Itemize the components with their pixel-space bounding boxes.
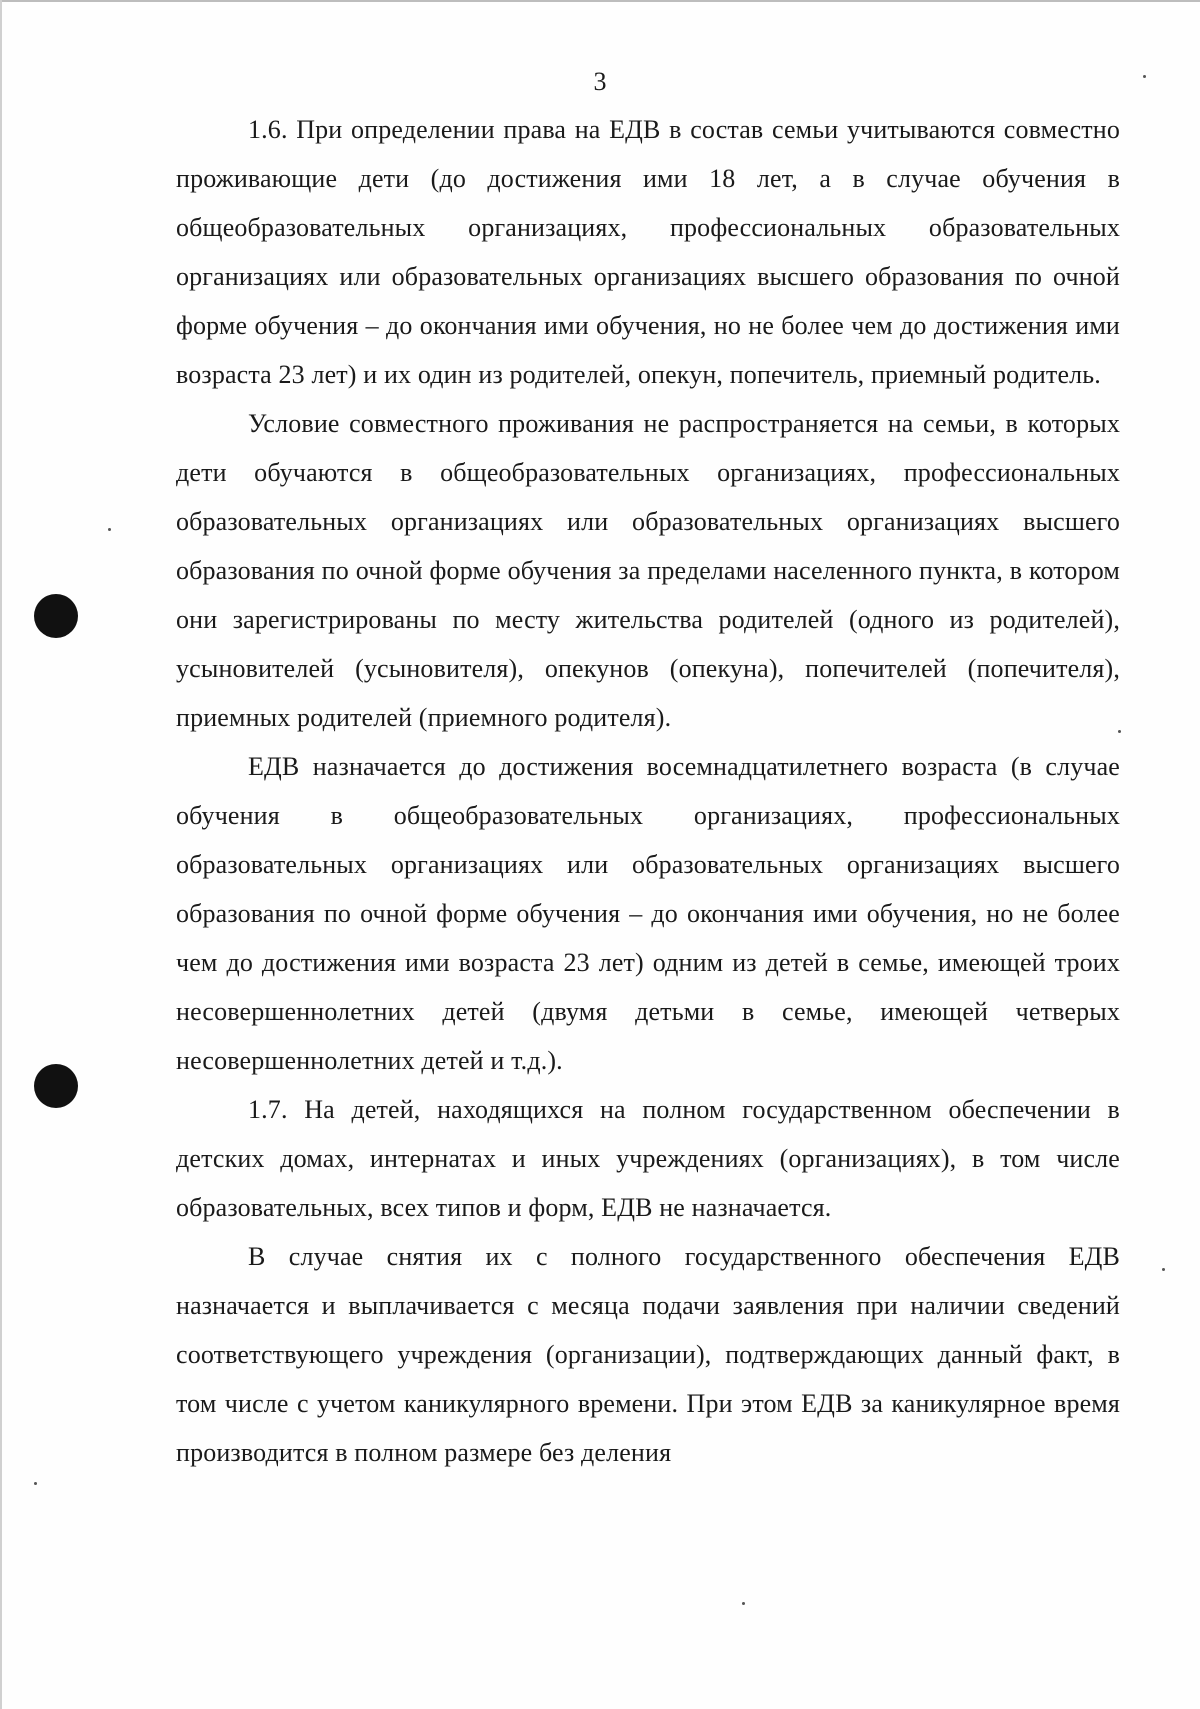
paragraph-1-7: 1.7. На детей, находящихся на полном государственном обеспечении в детских домах, интернатах и иных учреждениях (организациях), в том числе образовательных, всех типов и форм, ЕДВ не назначается. <box>176 1095 1120 1222</box>
punch-hole-lower <box>34 1064 78 1108</box>
paragraph-cohabitation-condition: Условие совместного проживания не распространяется на семьи, в которых дети обучаются в общеобразовательных организациях, профессиональных образовательных организациях или образовательных организациях высшего образования по очной форме обучения за пределами населенного пункта, в котором они зарегистрированы по месту жительства родителей (одного из родителей), усыновителей (усыновителя), опекунов (опекуна), попечителей (попечителя), приемных родителей (приемного родителя). <box>176 409 1120 732</box>
paragraph-1-6: 1.6. При определении права на ЕДВ в состав семьи учитываются совместно проживающие дети (до достижения ими 18 лет, а в случае обучения в общеобразовательных организациях, профессиональных образовательных организациях или образовательных организациях высшего образования по очной форме обучения – до окончания ими обучения, но не более чем до достижения ими возраста 23 лет) и их один из родителей, опекун, попечитель, приемный родитель. <box>176 115 1120 389</box>
paragraph-edv-assignment: ЕДВ назначается до достижения восемнадцатилетнего возраста (в случае обучения в общеобразовательных организациях, профессиональных образовательных организациях или образовательных организациях высшего образования по очной форме обучения – до окончания ими обучения, но не более чем до достижения ими возраста 23 лет) одним из детей в семье, имеющей троих несовершеннолетних детей (двумя детьми в семье, имеющей четверых несовершеннолетних детей и т.д.). <box>176 752 1120 1075</box>
scan-speck <box>108 528 111 531</box>
scan-speck <box>1162 1268 1165 1271</box>
paragraph-removal-from-support: В случае снятия их с полного государственного обеспечения ЕДВ назначается и выплачивается с месяца подачи заявления при наличии сведений соответствующего учреждения (организации), подтверждающих данный факт, в том числе с учетом каникулярного времени. При этом ЕДВ за каникулярное время производится в полном размере без деления <box>176 1242 1120 1467</box>
punch-hole-upper <box>34 594 78 638</box>
body-text <box>176 105 1120 1477</box>
page-number: 3 <box>593 67 607 96</box>
left-edge-shadow <box>0 0 2 1709</box>
scan-speck <box>742 1602 745 1605</box>
scan-speck <box>34 1482 37 1485</box>
top-edge-line <box>0 0 1200 2</box>
